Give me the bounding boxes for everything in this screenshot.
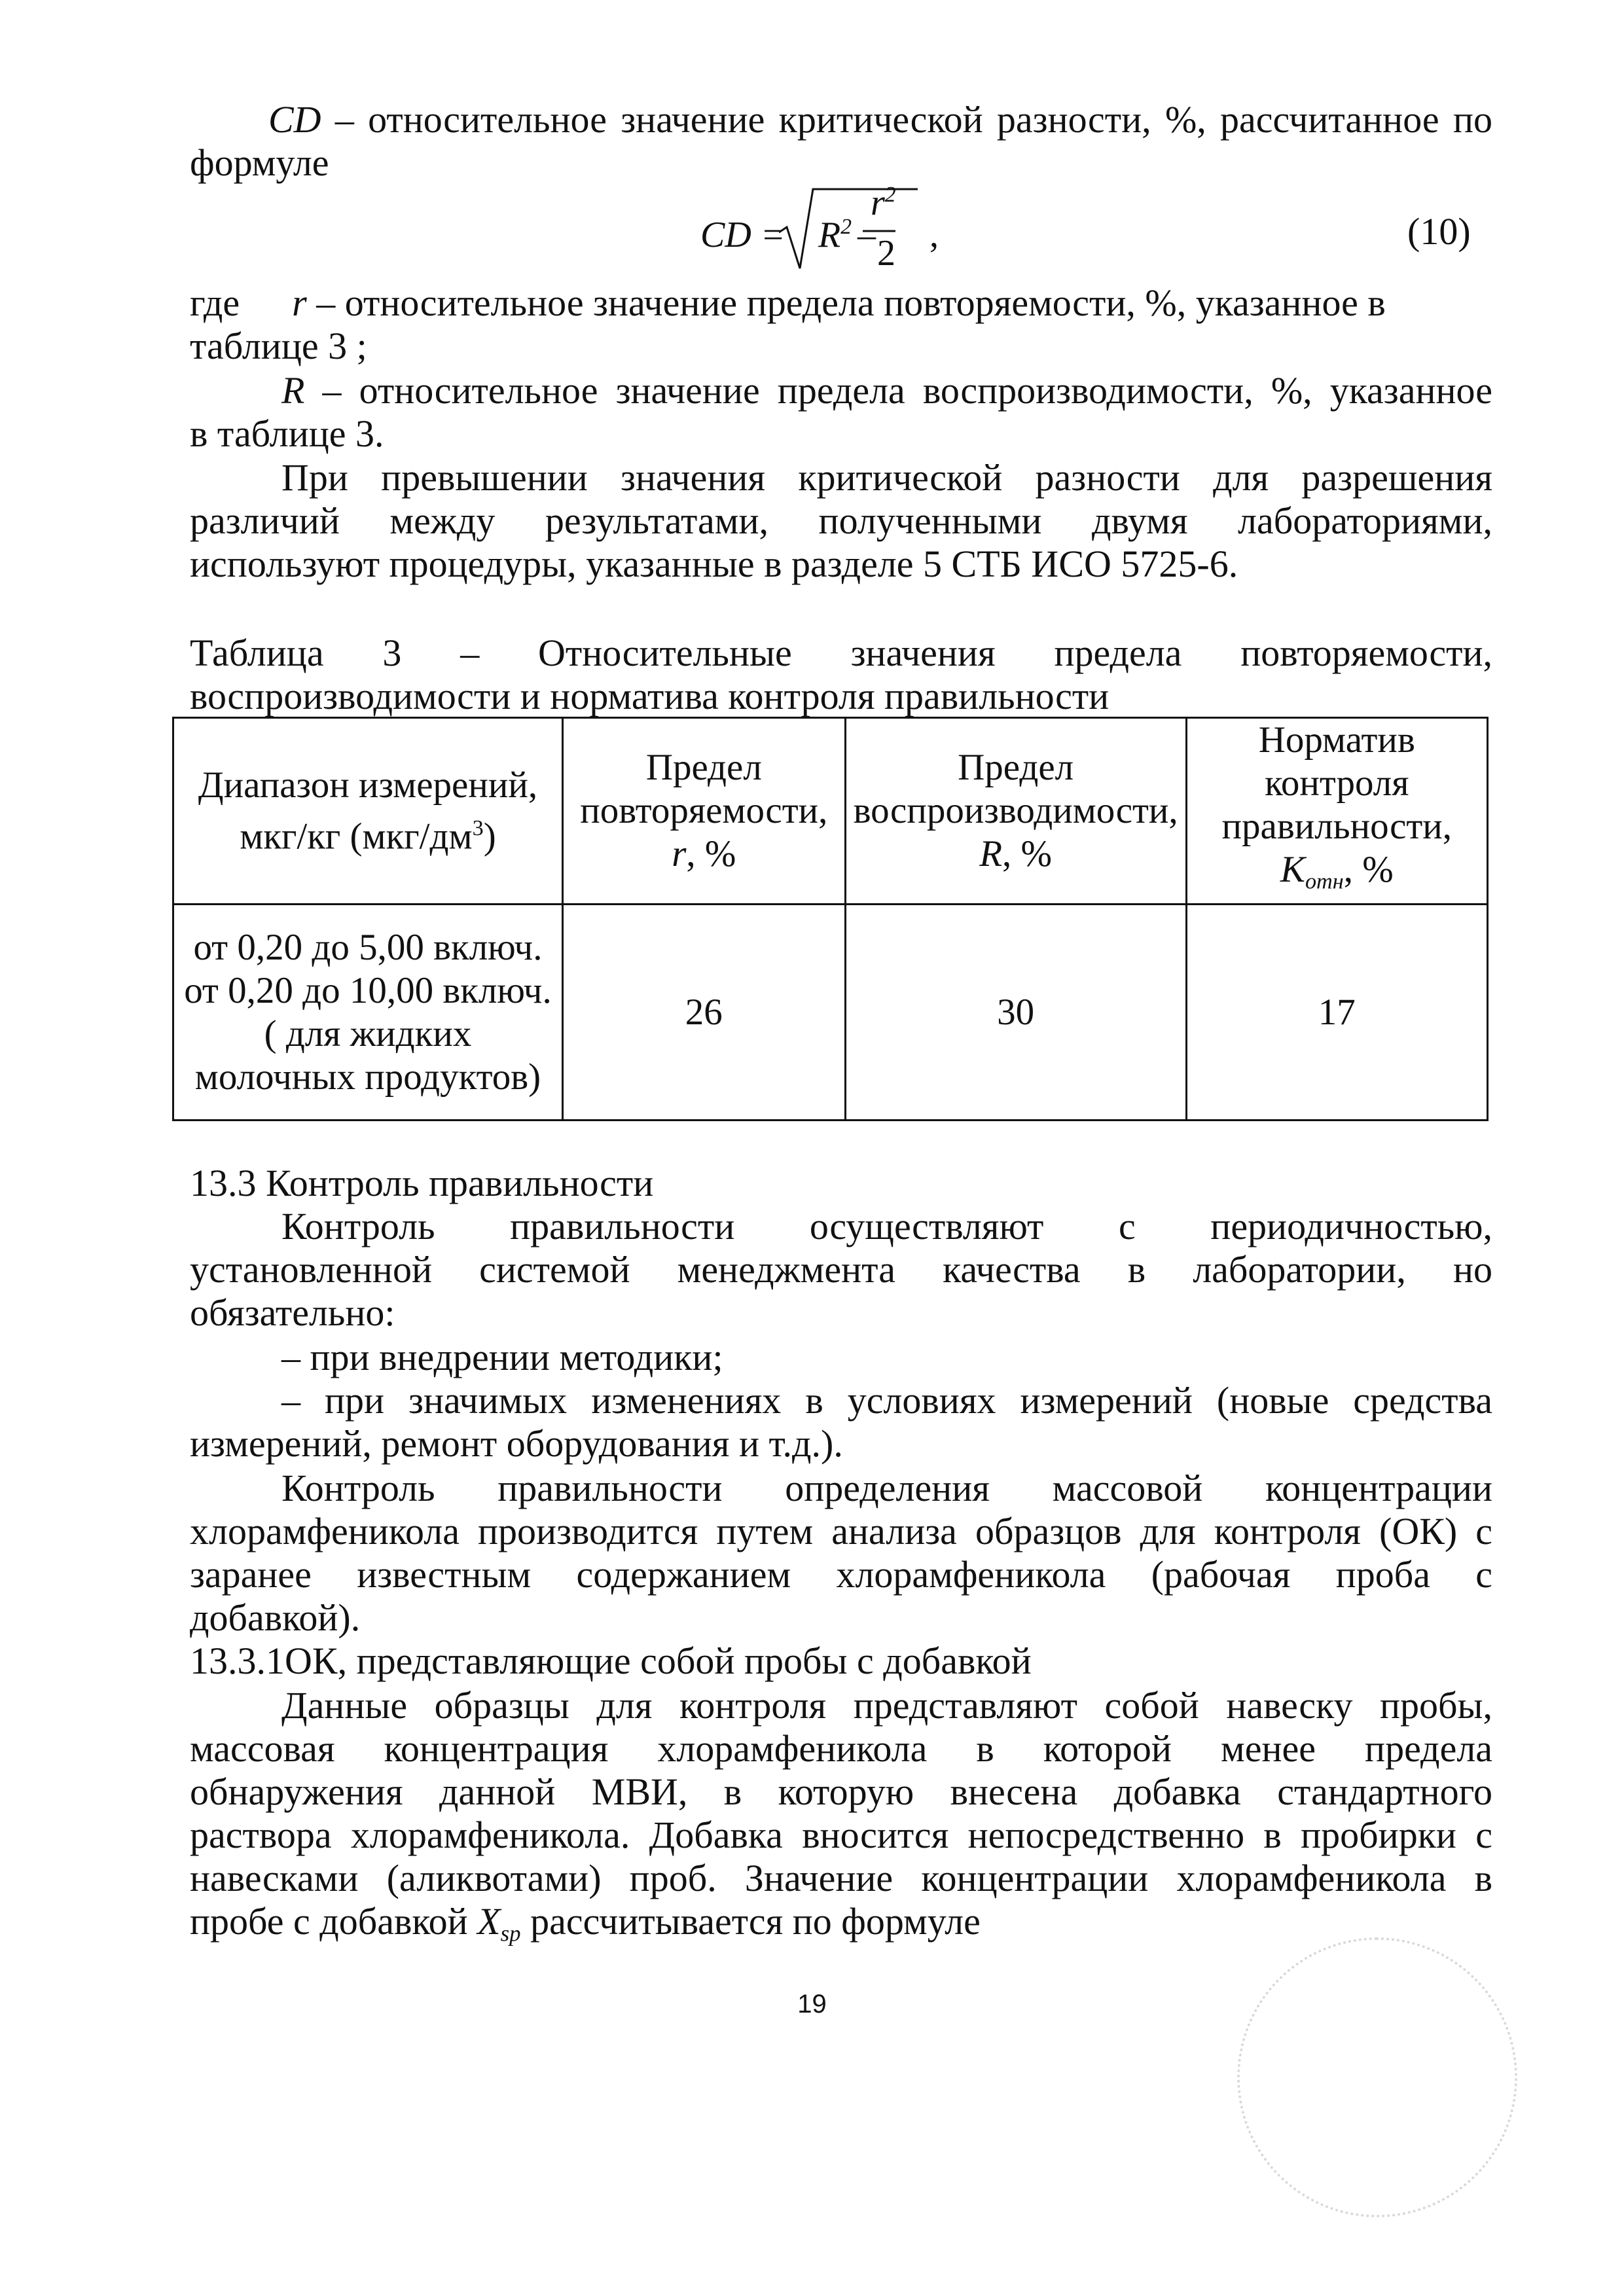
- s1331-line-2: массовая концентрация хлорамфеникола в которой менее предела: [190, 1727, 1492, 1770]
- s133-bullet-2-line-1: – при значимых изменениях в условиях измерений (новые средства: [281, 1379, 1492, 1422]
- where-R-line-1: R – относительное значение предела воспроизводимости, %, указанное: [281, 369, 1492, 412]
- section-13-3-heading: 13.3 Контроль правильности: [190, 1162, 654, 1204]
- intro-line-1: CD – относительное значение критической разности, %, рассчитанное по: [268, 98, 1492, 141]
- para-exceed-line-3: используют процедуры, указанные в разделе 5 СТБ ИСО 5725-6.: [190, 543, 1238, 585]
- s133-p2-line-3: заранее известным содержанием хлорамфеникола (рабочая проба с: [190, 1553, 1492, 1596]
- s133-p1-line-1: Контроль правильности осуществляют с периодичностью,: [281, 1205, 1492, 1247]
- header-reproducibility: Предел воспроизводимости, R, %: [845, 718, 1186, 905]
- cd-variable: CD: [268, 98, 321, 141]
- cell-r: 26: [562, 905, 845, 1121]
- table3-header-row: [173, 718, 1488, 905]
- s133-p1-line-3: обязательно:: [190, 1291, 395, 1334]
- formula-denominator: 2: [877, 233, 895, 274]
- s133-p1-line-2: установленной системой менеджмента качества в лаборатории, но: [190, 1248, 1492, 1291]
- cell-R: 30: [845, 905, 1186, 1121]
- para-exceed-line-2: различий между результатами, полученными двумя лабораториями,: [190, 499, 1492, 542]
- xsp-variable: X: [477, 1900, 501, 1943]
- s133-bullet-1: – при внедрении методики;: [281, 1336, 723, 1378]
- formula-lhs: CD =: [700, 215, 785, 255]
- faint-stamp: [1237, 1937, 1517, 2217]
- cell-range: от 0,20 до 5,00 включ. от 0,20 до 10,00 включ. ( для жидких молочных продуктов): [173, 905, 563, 1121]
- s1331-line-1: Данные образцы для контроля представляют собой навеску пробы,: [281, 1684, 1492, 1727]
- s133-bullet-2-line-2: измерений, ремонт оборудования и т.д.).: [190, 1422, 843, 1465]
- formula-minus: –: [857, 215, 876, 255]
- formula-R: $R^2$: [818, 214, 852, 255]
- formula-comma: ,: [929, 215, 939, 255]
- intro-line-2: формуле: [190, 141, 329, 184]
- section-13-3-1-heading: 13.3.1ОК, представляющие собой пробы с добавкой: [190, 1640, 1032, 1682]
- table3-caption-line-2: воспроизводимости и норматива контроля правильности: [190, 675, 1110, 717]
- cell-K: 17: [1186, 905, 1487, 1121]
- s1331-line-5: навесками (аликвотами) проб. Значение концентрации хлорамфеникола в: [190, 1857, 1492, 1899]
- header-repeatability: Предел повторяемости, r, %: [562, 718, 845, 905]
- r-variable: r: [292, 281, 307, 324]
- where-r-line-2: таблице 3 ;: [190, 325, 367, 367]
- header-norm: Норматив контроля правильности, $K_{отн}$, %: [1186, 718, 1487, 905]
- table-3: [172, 717, 1489, 1121]
- formula-r: $r^2$: [871, 182, 896, 223]
- table3-caption-line-1: Таблица 3 – Относительные значения предела повторяемости,: [190, 632, 1492, 674]
- table3-data-row: [173, 905, 1488, 1121]
- s133-p2-line-4: добавкой).: [190, 1596, 361, 1639]
- header-range: Диапазон измерений, мкг/кг $(мкг/дм^3)$: [173, 718, 563, 905]
- para-exceed-line-1: При превышении значения критической разности для разрешения: [281, 456, 1492, 499]
- s133-p2-line-1: Контроль правильности определения массовой концентрации: [281, 1467, 1492, 1509]
- s1331-line-6: пробе с добавкой $X_{sp}$ рассчитывается по формуле: [190, 1900, 981, 1946]
- page-number: 19: [797, 1990, 827, 2018]
- R-variable: R: [281, 369, 305, 412]
- formula-number: (10): [1407, 210, 1471, 253]
- where-R-line-2: в таблице 3.: [190, 412, 384, 455]
- s1331-line-3: обнаружения данной МВИ, в которую внесена добавка стандартного: [190, 1770, 1492, 1813]
- s1331-line-4: раствора хлорамфеникола. Добавка вносится непосредственно в пробирки с: [190, 1814, 1492, 1856]
- where-r-line-1: где r – относительное значение предела повторяемости, %, указанное в: [190, 281, 1386, 324]
- s133-p2-line-2: хлорамфеникола производится путем анализа образцов для контроля (ОК) с: [190, 1510, 1492, 1552]
